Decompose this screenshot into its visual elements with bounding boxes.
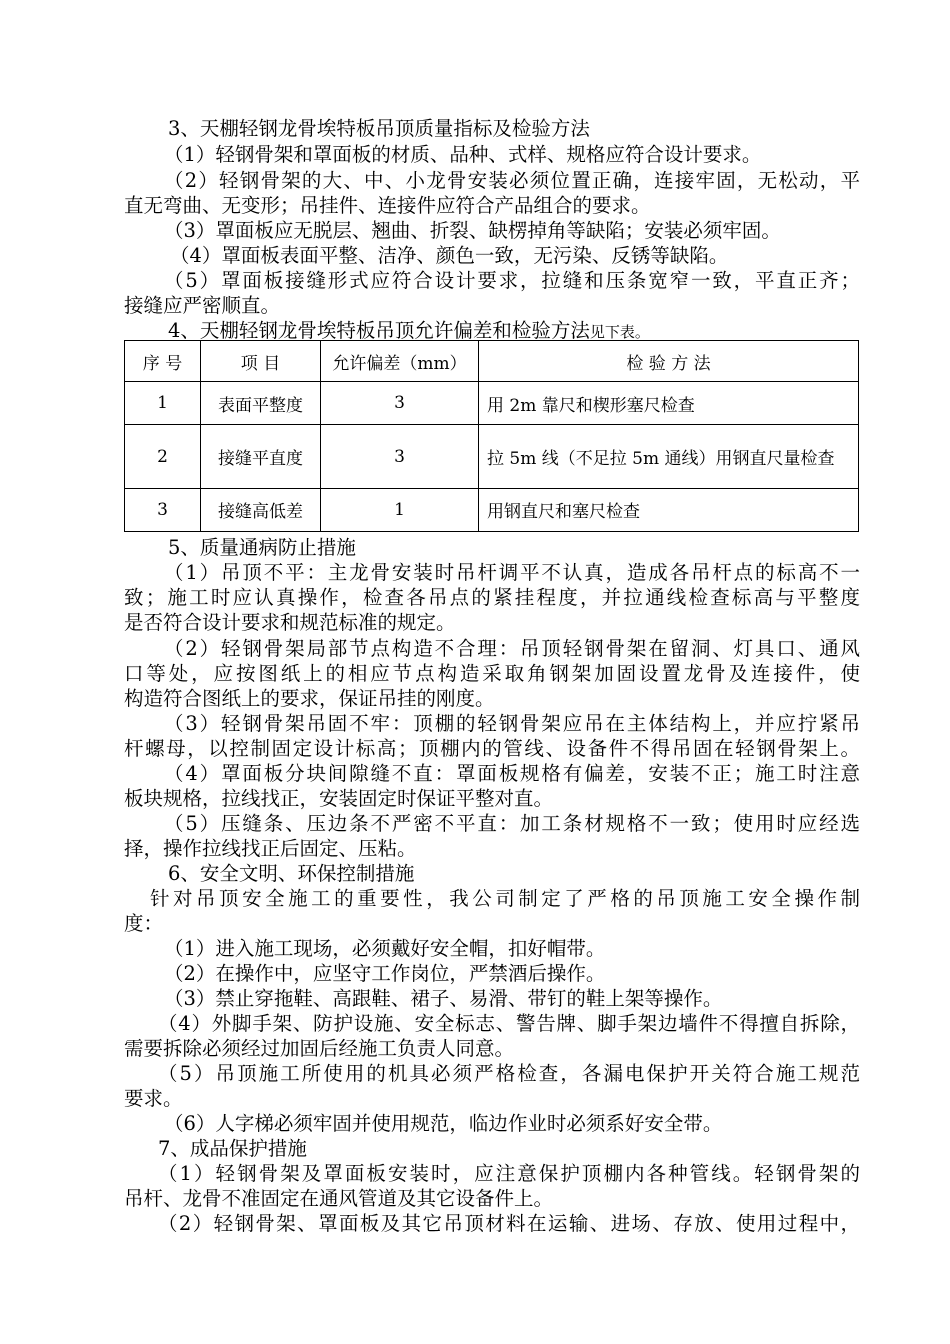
s5-p3-line-1: （3）轻钢骨架吊固不牢：顶棚的轻钢骨架应吊在主体结构上，并应拧紧吊 <box>164 712 860 735</box>
section-7-heading: 7、成品保护措施 <box>158 1137 307 1160</box>
s5-p1-line-3: 是否符合设计要求和规范标准的规定。 <box>124 611 456 634</box>
s5-p2-line-3: 构造符合图纸上的要求，保证吊挂的刚度。 <box>124 687 495 710</box>
table-cell: 2 <box>125 425 201 488</box>
table-cell: 接缝平直度 <box>201 425 321 488</box>
tolerance-table <box>124 340 859 532</box>
s3-item-5-line-1: （5）罩面板接缝形式应符合设计要求，拉缝和压条宽窄一致，平直正齐； <box>164 269 860 292</box>
section-6-heading: 6、安全文明、环保控制措施 <box>168 862 415 885</box>
table-row <box>125 382 859 425</box>
table-cell: 3 <box>321 425 479 488</box>
section-4-title: 4、天棚轻钢龙骨埃特板吊顶允许偏差和检验方法 <box>168 319 590 342</box>
s3-item-4: （4）罩面板表面平整、洁净、颜色一致，无污染、反锈等缺陷。 <box>170 244 729 267</box>
table-cell: 3 <box>125 488 201 531</box>
table-header-cell: 检 验 方 法 <box>479 341 859 382</box>
table-header-cell: 允许偏差（mm） <box>321 341 479 382</box>
s7-p1-line-2: 吊杆、龙骨不准固定在通风管道及其它设备件上。 <box>124 1187 554 1210</box>
table-row <box>125 488 859 531</box>
s3-item-1: （1）轻钢骨架和罩面板的材质、品种、式样、规格应符合设计要求。 <box>164 143 762 166</box>
table-cell: 拉 5m 线（不足拉 5m 通线）用钢直尺量检查 <box>479 425 859 488</box>
s5-p1-line-1: （1）吊顶不平：主龙骨安装时吊杆调平不认真，造成各吊杆点的标高不一 <box>164 561 860 584</box>
s5-p3-line-2: 杆螺母，以控制固定设计标高；顶棚内的管线、设备件不得吊固在轻钢骨架上。 <box>124 737 860 760</box>
s5-p1-line-2: 致；施工时应认真操作，检查各吊点的紧挂程度，并拉通线检查标高与平整度 <box>124 586 860 609</box>
table-cell: 接缝高低差 <box>201 488 321 531</box>
s6-item-5-line-2: 要求。 <box>124 1087 183 1110</box>
s6-item-6: （6）人字梯必须牢固并使用规范，临边作业时必须系好安全带。 <box>164 1112 723 1135</box>
s3-item-3: （3）罩面板应无脱层、翘曲、折裂、缺楞掉角等缺陷；安装必须牢固。 <box>164 219 781 242</box>
section-5-heading: 5、质量通病防止措施 <box>168 536 356 559</box>
s5-p5-line-2: 择，操作拉线找正后固定、压粘。 <box>124 837 417 860</box>
table-cell: 用钢直尺和塞尺检查 <box>479 488 859 531</box>
table-header-cell: 项 目 <box>201 341 321 382</box>
s5-p2-line-1: （2）轻钢骨架局部节点构造不合理：吊顶轻钢骨架在留洞、灯具口、通风 <box>164 637 860 660</box>
s6-item-4-line-2: 需要拆除必须经过加固后经施工负责人同意。 <box>124 1037 515 1060</box>
s7-p2-line-1: （2）轻钢骨架、罩面板及其它吊顶材料在运输、进场、存放、使用过程中， <box>158 1212 860 1235</box>
s5-p4-line-2: 板块规格，拉线找正，安装固定时保证平整对直。 <box>124 787 554 810</box>
s3-item-2-line-1: （2）轻钢骨架的大、中、小龙骨安装必须位置正确，连接牢固，无松动，平 <box>164 169 860 192</box>
s6-item-1: （1）进入施工现场，必须戴好安全帽，扣好帽带。 <box>164 937 606 960</box>
table-cell: 1 <box>321 488 479 531</box>
s3-item-5-line-2: 接缝应严密顺直。 <box>124 294 281 317</box>
section-3-heading: 3、天棚轻钢龙骨埃特板吊顶质量指标及检验方法 <box>168 117 590 140</box>
table-cell: 1 <box>125 382 201 425</box>
table-cell: 表面平整度 <box>201 382 321 425</box>
s5-p2-line-2: 口等处，应按图纸上的相应节点构造采取角钢架加固设置龙骨及连接件，使 <box>124 662 860 685</box>
section-4-note: 见下表。 <box>589 323 650 341</box>
table-header-row <box>125 341 859 382</box>
s7-p1-line-1: （1）轻钢骨架及罩面板安装时，应注意保护顶棚内各种管线。轻钢骨架的 <box>158 1162 860 1185</box>
s6-intro-line-1: 针对吊顶安全施工的重要性，我公司制定了严格的吊顶施工安全操作制 <box>150 887 860 910</box>
s5-p5-line-1: （5）压缝条、压边条不严密不平直：加工条材规格不一致；使用时应经选 <box>164 812 860 835</box>
table-cell: 3 <box>321 382 479 425</box>
s6-item-2: （2）在操作中，应坚守工作岗位，严禁酒后操作。 <box>164 962 606 985</box>
s5-p4-line-1: （4）罩面板分块间隙缝不直：罩面板规格有偏差，安装不正；施工时注意 <box>164 762 860 785</box>
s3-item-2-line-2: 直无弯曲、无变形；吊挂件、连接件应符合产品组合的要求。 <box>124 194 651 217</box>
s6-intro-line-2: 度： <box>124 912 164 935</box>
s6-item-3: （3）禁止穿拖鞋、高跟鞋、裙子、易滑、带钉的鞋上架等操作。 <box>164 987 723 1010</box>
s6-item-4-line-1: （4）外脚手架、防护设施、安全标志、警告牌、脚手架边墙件不得擅自拆除， <box>158 1012 860 1035</box>
table-header-cell: 序 号 <box>125 341 201 382</box>
table-cell: 用 2m 靠尺和楔形塞尺检查 <box>479 382 859 425</box>
s6-item-5-line-1: （5）吊顶施工所使用的机具必须严格检查，各漏电保护开关符合施工规范 <box>158 1062 860 1085</box>
table-row <box>125 425 859 488</box>
